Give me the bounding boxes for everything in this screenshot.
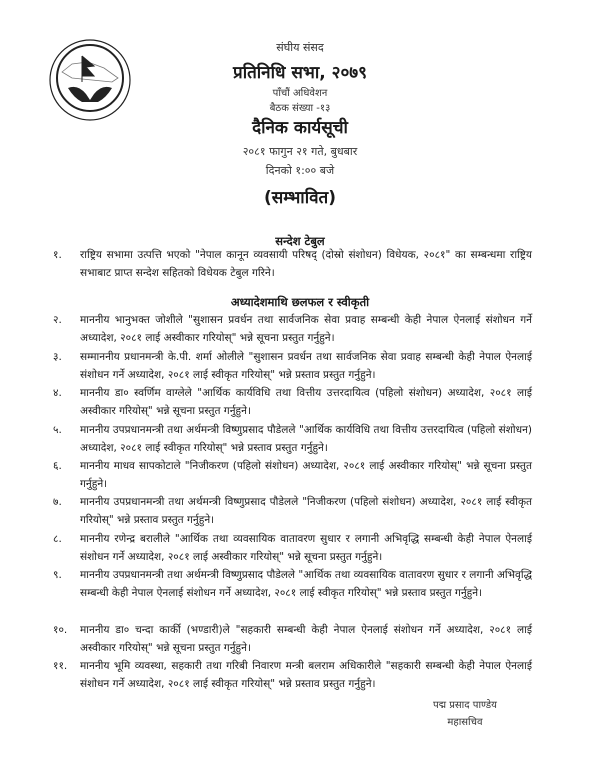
signatory-name: पद्म प्रसाद पाण्डेय — [433, 700, 497, 711]
parliament-name: संघीय संसद — [276, 41, 324, 54]
item-number: २. — [53, 314, 62, 326]
item-number: ८. — [53, 533, 62, 545]
list-item — [50, 384, 532, 421]
section-heading: सन्देश टेबुल — [275, 234, 325, 248]
list-item — [50, 621, 532, 658]
item-number: ६. — [53, 460, 62, 472]
item-text: माननीय डा० चन्दा कार्की (भण्डारी)ले "सहकारी सम्बन्धी केही नेपाल ऐनलाई संशोधन गर्ने अध्यादेश, २०८१ लाई अस्वीकार गरियोस्" भन्ने सूचना प्रस्तुत गर्नुहुने। — [80, 624, 532, 655]
time: दिनको १:०० बजे — [265, 164, 335, 177]
item-number: ४. — [53, 387, 62, 399]
item-text: माननीय रणेन्द्र बरालीले "आर्थिक तथा व्यवसायिक वातावरण सुधार र लगानी अभिवृद्धि सम्बन्धी केही नेपाल ऐनलाई संशोधन गर्ने अध्यादेश, २०८१ लाई अस्वीकार गरियोस्" भन्ने सूचना प्रस्तुत गर्नुहुने। — [80, 533, 532, 564]
house-title: प्रतिनिधि सभा, २०७९ — [233, 63, 367, 83]
item-text: माननीय उपप्रधानमन्त्री तथा अर्थमन्त्री विष्णुप्रसाद पौडेलले "निजीकरण (पहिलो संशोधन) अध्यादेश, २०८१ लाई स्वीकृत गरियोस्" भन्ने प्रस्ताव प्रस्तुत गर्नुहुने। — [80, 496, 532, 527]
item-text: माननीय उपप्रधानमन्त्री तथा अर्थमन्त्री विष्णुप्रसाद पौडेलले "आर्थिक कार्यविधि तथा वित्तीय उत्तरदायित्व (पहिलो संशोधन) अध्यादेश, २०८१ लाई स्वीकृत गरियोस्" भन्ने प्रस्ताव प्रस्तुत गर्नुहुने। — [80, 424, 532, 455]
item-text: माननीय भूमि व्यवस्था, सहकारी तथा गरिबी निवारण मन्त्री बलराम अधिकारीले "सहकारी सम्बन्धी केही नेपाल ऐनलाई संशोधन गर्ने अध्यादेश, २०८१ लाई स्वीकृत गरियोस्" भन्ने प्रस्ताव प्रस्तुत गर्नुहुने। — [80, 660, 532, 691]
session: पाँचौं अधिवेशन — [272, 88, 328, 99]
item-number: ७. — [53, 496, 62, 508]
signatory-title: महासचिव — [447, 717, 483, 728]
item-number: ९. — [53, 569, 62, 581]
meeting-number: बैठक संख्या -१३ — [269, 103, 331, 114]
item-number: ३. — [53, 351, 62, 363]
date: २०८१ फागुन २१ गते, बुधबार — [242, 145, 358, 158]
list-item — [50, 657, 532, 694]
item-text: माननीय माधव सापकोटाले "निजीकरण (पहिलो संशोधन) अध्यादेश, २०८१ लाई अस्वीकार गरियोस्" भन्ने सूचना प्रस्तुत गर्नुहुने। — [80, 460, 532, 491]
item-text: माननीय डा० स्वर्णिम वाग्लेले "आर्थिक कार्यविधि तथा वित्तीय उत्तरदायित्व (पहिलो संशोधन) अध्यादेश, २०८१ लाई अस्वीकार गरियोस्" भन्ने सूचना प्रस्तुत गर्नुहुने। — [80, 387, 532, 418]
list-item — [50, 348, 532, 385]
status: (सम्भावित) — [263, 188, 337, 208]
section-heading: अध्यादेशमाथि छलफल र स्वीकृती — [230, 295, 370, 309]
item-text: राष्ट्रिय सभामा उत्पत्ति भएको "नेपाल कानून व्यवसायी परिषद् (दोस्रो संशोधन) विधेयक, २०८१" का सम्बन्धमा राष्ट्रिय सभाबाट प्राप्त सन्देश सहितको विधेयक टेबुल गरिने। — [80, 249, 532, 280]
item-number: ११. — [53, 660, 68, 672]
item-number: १. — [53, 249, 62, 261]
list-item — [50, 457, 532, 494]
list-item — [50, 421, 532, 458]
item-text: सम्माननीय प्रधानमन्त्री के.पी. शर्मा ओलीले "सुशासन प्रवर्धन तथा सार्वजनिक सेवा प्रवाह सम्बन्धी केही नेपाल ऐनलाई संशोधन गर्ने अध्यादेश, २०८१ लाई स्वीकृत गरियोस्" भन्ने प्रस्ताव प्रस्तुत गर्नुहुने। — [80, 351, 532, 382]
list-item — [50, 530, 532, 567]
list-item — [50, 493, 532, 530]
item-text: माननीय उपप्रधानमन्त्री तथा अर्थमन्त्री विष्णुप्रसाद पौडेलले "आर्थिक तथा व्यवसायिक वातावरण सुधार र लगानी अभिवृद्धि सम्बन्धी केही नेपाल ऐनलाई संशोधन गर्ने अध्यादेश, २०८१ लाई स्वीकृत गरियोस्" भन्ने प्रस्ताव प्रस्तुत गर्नुहुने। — [80, 569, 532, 600]
list-item — [50, 246, 532, 283]
item-number: १०. — [53, 624, 68, 636]
page-title: दैनिक कार्यसूची — [252, 118, 348, 138]
item-number: ५. — [53, 424, 62, 436]
list-item — [50, 311, 532, 348]
list-item — [50, 566, 532, 603]
item-text: माननीय भानुभक्त जोशीले "सुशासन प्रवर्धन तथा सार्वजनिक सेवा प्रवाह सम्बन्धी केही नेपाल ऐनलाई संशोधन गर्ने अध्यादेश, २०८१ लाई अस्वीकार गरियोस्" भन्ने सूचना प्रस्तुत गर्नुहुने। — [80, 314, 532, 345]
